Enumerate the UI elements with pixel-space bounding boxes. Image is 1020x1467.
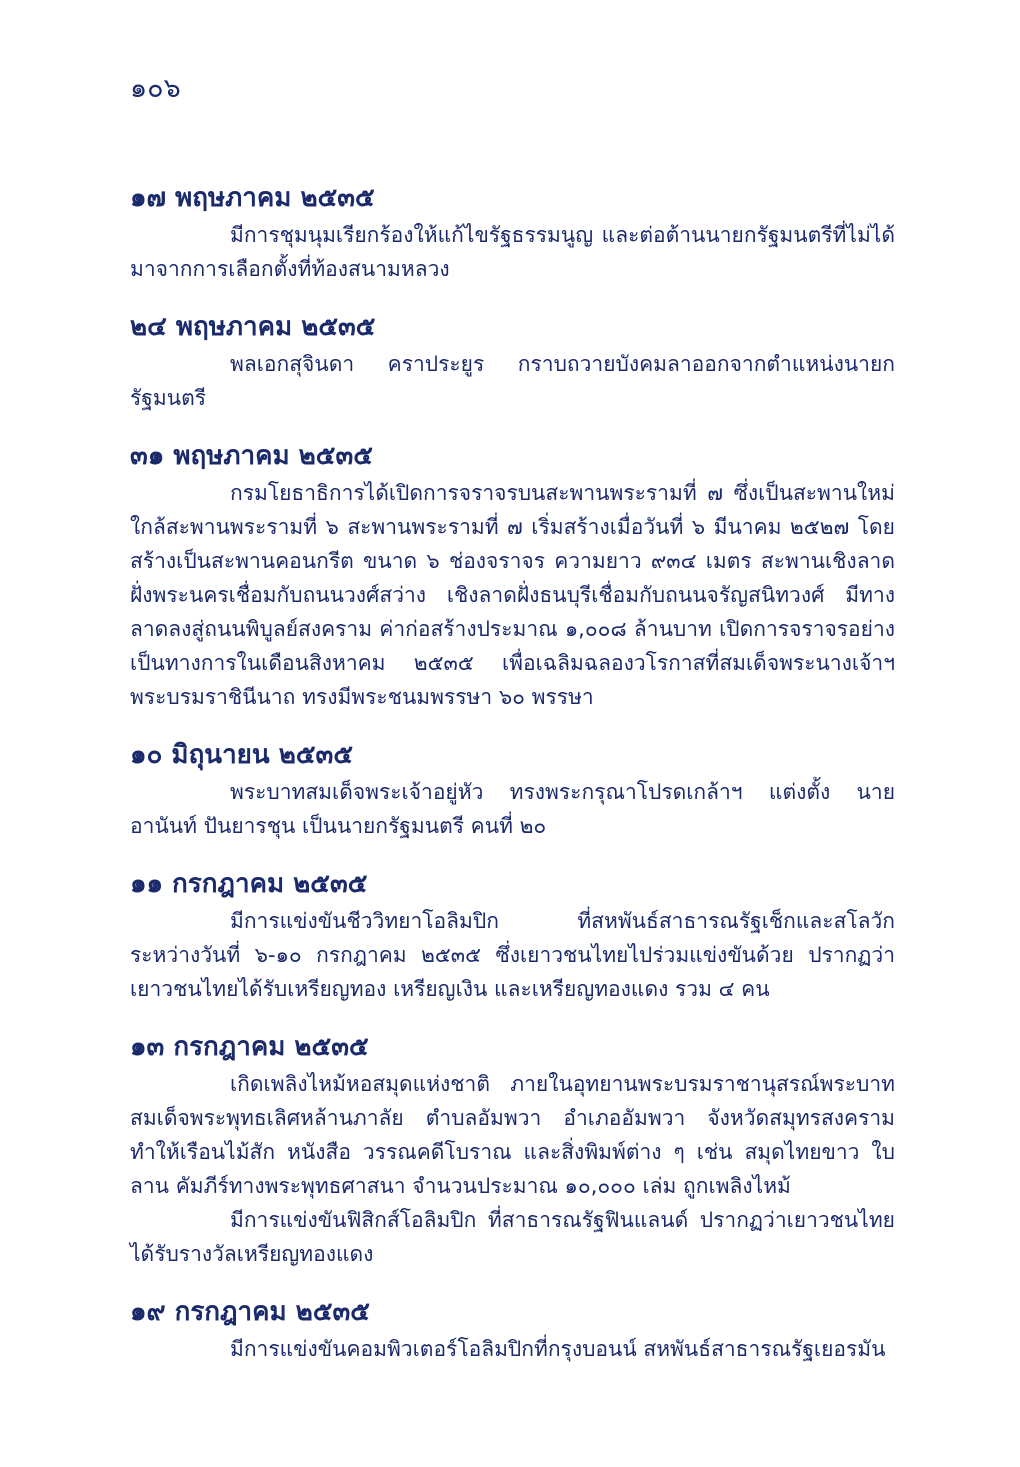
chronology-entry: [130, 735, 895, 843]
entry-text: มีการชุมนุมเรียกร้องให้แก้ไขรัฐธรรมนูญ และต่อต้านนายกรัฐมนตรีที่ไม่ได้มาจากการเลือกตั้งที่ท้องสนามหลวง: [130, 223, 895, 281]
entry-date: ๓๑ พฤษภาคม ๒๕๓๕: [130, 441, 373, 471]
chronology-entry: [130, 1027, 895, 1271]
chronology-entry: [130, 178, 895, 286]
chronology-entry: [130, 864, 895, 1006]
entry-text: มีการแข่งขันฟิสิกส์โอลิมปิก ที่สาธารณรัฐฟินแลนด์ ปรากฏว่าเยาวชนไทยได้รับรางวัลเหรียญทองแดง: [130, 1208, 895, 1266]
entry-text: มีการแข่งขันชีววิทยาโอลิมปิก ที่สหพันธ์สาธารณรัฐเช็กและสโลวัก ระหว่างวันที่ ๖-๑๐ กรกฎาคม ๒๕๓๕ ซึ่งเยาวชนไทยไปร่วมแข่งขันด้วย ปรากฏว่าเยาวชนไทยได้รับเหรียญทอง เหรียญเงิน และเหรียญทองแดง รวม ๔ คน: [130, 909, 895, 1001]
chronology-entry: [130, 436, 895, 714]
entry-date: ๑๐ มิถุนายน ๒๕๓๕: [130, 740, 354, 770]
entry-text: พลเอกสุจินดา คราประยูร กราบถวายบังคมลาออกจากตำแหน่งนายกรัฐมนตรี: [130, 352, 895, 410]
chronology-entry: [130, 1292, 895, 1366]
entry-date: ๑๗ พฤษภาคม ๒๕๓๕: [130, 183, 375, 213]
entry-text: พระบาทสมเด็จพระเจ้าอยู่หัว ทรงพระกรุณาโปรดเกล้าฯ แต่งตั้ง นายอานันท์ ปันยารชุน เป็นนายกรัฐมนตรี คนที่ ๒๐: [130, 780, 895, 838]
entry-text: มีการแข่งขันคอมพิวเตอร์โอลิมปิกที่กรุงบอนน์ สหพันธ์สาธารณรัฐเยอรมัน: [230, 1337, 886, 1361]
entry-date: ๒๔ พฤษภาคม ๒๕๓๕: [130, 312, 376, 342]
chronology-list: [130, 178, 895, 1387]
chronology-entry: [130, 307, 895, 415]
entry-text: กรมโยธาธิการได้เปิดการจราจรบนสะพานพระรามที่ ๗ ซึ่งเป็นสะพานใหม่ใกล้สะพานพระรามที่ ๖ สะพานพระรามที่ ๗ เริ่มสร้างเมื่อวันที่ ๖ มีนาคม ๒๕๒๗ โดยสร้างเป็นสะพานคอนกรีต ขนาด ๖ ช่องจราจร ความยาว ๙๓๔ เมตร สะพานเชิงลาดฝั่งพระนครเชื่อมกับถนนวงศ์สว่าง เชิงลาดฝั่งธนบุรีเชื่อมกับถนนจรัญสนิทวงศ์ มีทางลาดลงสู่ถนนพิบูลย์สงคราม ค่าก่อสร้างประมาณ ๑,๐๐๘ ล้านบาท เปิดการจราจรอย่างเป็นทางการในเดือนสิงหาคม ๒๕๓๕ เพื่อเฉลิมฉลองวโรกาสที่สมเด็จพระนางเจ้าฯ พระบรมราชินีนาถ ทรงมีพระชนมพรรษา ๖๐ พรรษา: [130, 481, 895, 709]
page-number: ๑๐๖: [130, 73, 181, 104]
entry-date: ๑๑ กรกฎาคม ๒๕๓๕: [130, 869, 368, 899]
entry-text: เกิดเพลิงไหม้หอสมุดแห่งชาติ ภายในอุทยานพระบรมราชานุสรณ์พระบาทสมเด็จพระพุทธเลิศหล้านภาลัย ตำบลอัมพวา อำเภออัมพวา จังหวัดสมุทรสงคราม ทำให้เรือนไม้สัก หนังสือ วรรณคดีโบราณ และสิ่งพิมพ์ต่าง ๆ เช่น สมุดไทยขาว ใบลาน คัมภีร์ทางพระพุทธศาสนา จำนวนประมาณ ๑๐,๐๐๐ เล่ม ถูกเพลิงไหม้: [130, 1072, 895, 1198]
entry-date: ๑๙ กรกฎาคม ๒๕๓๕: [130, 1297, 370, 1327]
entry-date: ๑๓ กรกฎาคม ๒๕๓๕: [130, 1032, 369, 1062]
